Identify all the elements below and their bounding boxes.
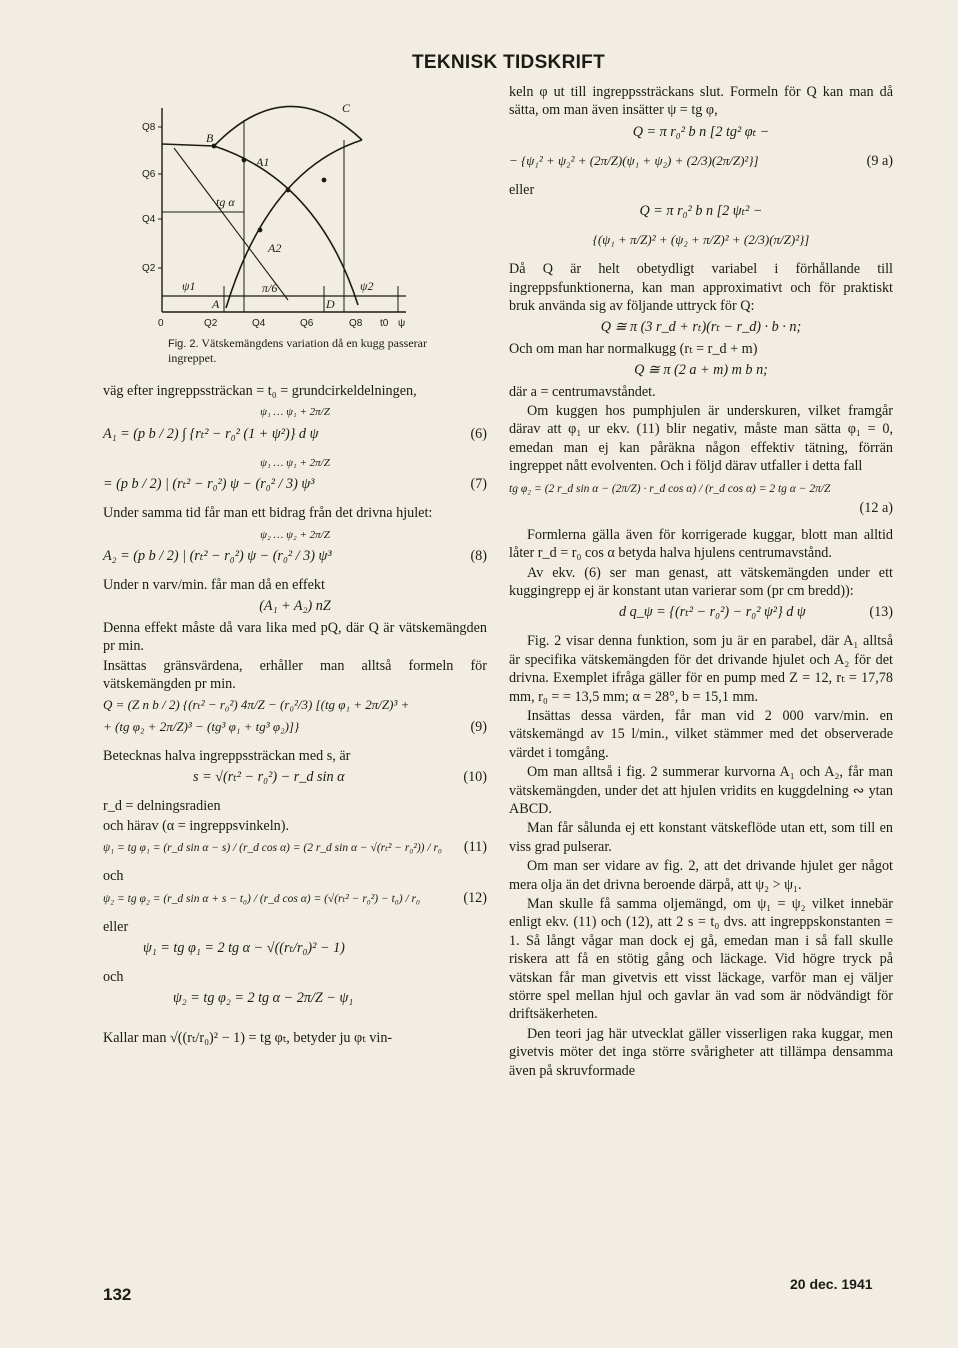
paragraph: Om man alltså i fig. 2 summerar kurvorna A₁ och A₂, får man vätskemängden, under det att hjulen vridits en kuggdelning ∾ ytan ABCD. xyxy=(509,764,893,817)
equation-7-limits: ψ₁ … ψ₁ + 2π/Z xyxy=(260,456,330,469)
paragraph: och xyxy=(103,868,124,885)
paragraph: Denna effekt måste då vara lika med pQ, där Q är vätskemängden pr min. xyxy=(103,619,487,655)
figure-2-plot xyxy=(142,100,440,330)
y-tick-label: Q6 xyxy=(142,169,156,180)
y-tick-label: Q8 xyxy=(142,122,156,133)
equation-12a-body: tg φ₂ = (2 r_d sin α − (2π/Z) · r_d cos α) / (r_d cos α) = 2 tg α − 2π/Z xyxy=(509,482,831,495)
equation-6-number: (6) xyxy=(470,425,487,442)
x-tick-label: t0 xyxy=(380,318,389,329)
paragraph: Fig. 2 visar denna funktion, som ju är en parabel, där A₁ alltså är specifika vätskemängden för det drivande hjulet och A₂ för det drivna. Exemplet ifråga gäller för en pump med Z = 12, rₜ = 17,78 mm, r₀ = = 13,5 mm; α = 28°, b = 15,1 mm. xyxy=(509,633,893,705)
equation-9-body: + (tg φ₂ + 2π/Z)³ − (tg³ φ₁ + tg³ φ₂)]} xyxy=(103,718,300,734)
label-a: A xyxy=(212,297,220,311)
equation-13-number: (13) xyxy=(869,604,893,621)
equation-9-line-2 xyxy=(103,718,487,744)
equation-9-line-1: Q = (Z n b / 2) {(rₜ² − r₀²) 4π/Z − (r₀²/3) [(tg φ₁ + 2π/Z)³ + xyxy=(103,697,410,713)
equation-7-body: = (p b / 2) | (rₜ² − r₀²) ψ − (r₀² / 3) ψ³ xyxy=(103,476,315,493)
equation-12a xyxy=(509,479,893,523)
equation-12a-number: (12 a) xyxy=(859,499,893,516)
label-b: B xyxy=(206,131,214,145)
equation-6-limits: ψ₁ … ψ₁ + 2π/Z xyxy=(260,406,330,419)
equation-7-number: (7) xyxy=(470,476,487,493)
x-tick-label: 0 xyxy=(158,318,164,329)
masthead: TEKNISK TIDSKRIFT xyxy=(412,52,605,73)
paragraph: Den teori jag här utvecklat gäller visserligen raka kuggar, men givetvis möter det inga större svårigheter att tillämpa densamma även på skruvformade xyxy=(509,1025,893,1079)
point-mid xyxy=(286,188,291,193)
paragraph: Då Q är helt obetydligt variabel i förhållande till ingreppsfunktionerna, kan man approximativt och för praktiskt bruk använda sig av följande uttryck för Q: xyxy=(509,261,893,315)
label-a2: A2 xyxy=(268,241,282,255)
paragraph: Om kuggen hos pumphjulen är underskuren, vilket framgår därav att φ₁ ur ekv. (11) blir negativ, måste man sätta φ₁ = 0, emedan man ej kan påräkna någon effektiv tätning, förrän ingreppet nått evolventen. Och i följd därav utfaller i detta fall xyxy=(509,403,893,475)
equation-7 xyxy=(103,475,487,501)
point-right xyxy=(322,178,327,183)
equation-11 xyxy=(103,838,487,864)
equation-12 xyxy=(103,889,487,915)
equation-6-body: A₁ = (p b / 2) ∫ {rₜ² − r₀² (1 + ψ²)} d ψ xyxy=(103,425,319,442)
label-d: D xyxy=(326,297,335,311)
equation-9-number: (9) xyxy=(470,718,487,735)
equation-13 xyxy=(509,603,893,629)
equation-12-body: ψ₂ = tg φ₂ = (r_d sin α + s − t₀) / (r_d cos α) = (√(rₜ² − r₀²) − t₀) / r₀ xyxy=(103,892,421,905)
equation-10 xyxy=(103,768,487,794)
equation-13a: ψ₁ = tg φ₁ = 2 tg α − √((rₜ/r₀)² − 1) xyxy=(143,939,345,956)
point-top xyxy=(242,158,247,163)
equation-11-body: ψ₁ = tg φ₁ = (r_d sin α − s) / (r_d cos α) = (2 r_d sin α − √(rₜ² − r₀²)) / r₀ xyxy=(103,842,442,855)
caption-label: Fig. 2. xyxy=(168,338,199,350)
right-column xyxy=(509,83,893,1081)
x-tick-label: Q6 xyxy=(300,318,314,329)
paragraph: Under samma tid får man ett bidrag från det drivna hjulet: xyxy=(103,505,433,522)
paragraph: och xyxy=(103,968,124,985)
label-pi-6: π/6 xyxy=(262,281,278,295)
paragraph: väg efter ingreppssträckan = t₀ = grundcirkeldelningen, xyxy=(103,383,417,399)
left-column xyxy=(103,382,487,1049)
x-tick-label: ψ xyxy=(398,318,406,329)
paragraph: eller xyxy=(103,918,129,935)
equation-8-limits: ψ₂ … ψ₂ + 2π/Z xyxy=(260,528,330,541)
paragraph: Man får sålunda ej ett konstant vätskeflöde utan ett, som till en viss grad pulserar. xyxy=(509,820,893,855)
label-a1: A1 xyxy=(256,155,270,169)
paragraph: Insättas gränsvärdena, erhåller man alltså formeln för vätskemängden pr min. xyxy=(103,657,487,693)
paragraph: Betecknas halva ingreppssträckan med s, är xyxy=(103,747,351,764)
equation-11-number: (11) xyxy=(463,839,487,856)
equation-10-body: s = √(rₜ² − r₀²) − r_d sin α xyxy=(193,769,345,786)
y-tick-label: Q2 xyxy=(142,263,156,274)
equation-8-number: (8) xyxy=(470,548,487,565)
paragraph: Insättas dessa värden, får man vid 2 000 varv/min. en vätskemängd av 15 l/min., vilket stämmer med det observerade värdet i tomgång. xyxy=(509,707,893,761)
equation-9a-line-1: Q = π r₀² b n [2 tg² φₜ − xyxy=(632,123,770,140)
equation-9a-number: (9 a) xyxy=(866,152,893,169)
equation-13-body: d q_ψ = {(rₜ² − r₀²) − r₀² ψ²} d ψ xyxy=(619,604,806,621)
equation-10-number: (10) xyxy=(463,769,487,786)
equation-8 xyxy=(103,547,487,573)
paragraph: Och om man har normalkugg (rₜ = r_d + m) xyxy=(509,340,758,357)
label-psi2: ψ2 xyxy=(360,279,374,293)
paragraph: keln φ ut till ingreppssträckans slut. Formeln för Q kan man då sätta, om man även insätter ψ = tg φ, xyxy=(509,84,893,119)
page-number: 132 xyxy=(103,1285,132,1304)
figure-2 xyxy=(142,100,440,330)
paragraph: eller xyxy=(509,181,535,198)
equation-12-number: (12) xyxy=(463,889,487,906)
paragraph: Av ekv. (6) ser man genast, att vätskemängden under ett kuggingrepp ej är konstant utan varierar som (pr cm bredd)): xyxy=(509,564,893,599)
x-tick-label: Q2 xyxy=(204,318,218,329)
label-tg-alpha: tg α xyxy=(216,195,235,209)
paragraph: Man skulle få samma oljemängd, om ψ₁ = ψ₂ vilket innebär enligt ekv. (11) och (12), att 2 s = t₀ dvs. att ingreppskonstanten = 1. Så långt vågar man dock ej gå, emedan man i så fall skulle riskera att få en stötig gång och läckage. Vid högre tryck på vätskan får man givetvis ett visst läckage, varför man ej väljer större spel mellan hjul och gavlar än vad som är nödvändigt för driftsäkerheten. xyxy=(509,896,893,1023)
paragraph: Om man ser vidare av fig. 2, att det drivande hjulet ger något mera olja än det drivna beroende därpå, att ψ₂ > ψ₁. xyxy=(509,858,893,893)
equation-b-line-1: Q = π r₀² b n [2 ψₜ² − xyxy=(639,203,763,220)
paragraph: Kallar man √((rₜ/r₀)² − 1) = tg φₜ, betyder ju φₜ vin- xyxy=(103,1030,393,1047)
paragraph: där a = centrumavståndet. xyxy=(509,383,656,400)
label-c: C xyxy=(342,101,351,115)
tangent-line xyxy=(174,148,288,300)
equation-effect: (A₁ + A₂) nZ xyxy=(259,598,331,615)
x-tick-label: Q4 xyxy=(252,318,266,329)
label-psi1: ψ1 xyxy=(182,279,196,293)
paragraph: Formlerna gälla även för korrigerade kuggar, blott man alltid låter r_d = r₀ cos α betyda halva hjulens centrumavstånd. xyxy=(509,526,893,562)
equation-9a-body: − {ψ₁² + ψ₂² + (2π/Z)(ψ₁ + ψ₂) + (2/3)(2π/Z)²}] xyxy=(509,152,759,168)
figure-caption xyxy=(168,336,458,365)
paragraph: Under n varv/min. får man då en effekt xyxy=(103,577,325,594)
equation-8-body: A₂ = (p b / 2) | (rₜ² − r₀²) ψ − (r₀² / 3) ψ³ xyxy=(103,548,332,565)
equation-6 xyxy=(103,425,487,451)
equation-13b: ψ₂ = tg φ₂ = 2 tg α − 2π/Z − ψ₁ xyxy=(173,990,354,1007)
caption-text: Vätskemängdens variation då en kugg passerar ingreppet. xyxy=(168,336,427,365)
equation-approx-2: Q ≅ π (2 a + m) m b n; xyxy=(634,362,768,379)
equation-approx-1: Q ≅ π (3 r_d + rₜ)(rₜ − r_d) · b · n; xyxy=(600,319,802,336)
curve-a2 xyxy=(226,140,362,308)
point-left xyxy=(258,228,263,233)
curve-upper xyxy=(214,106,362,146)
issue-date: 20 dec. 1941 xyxy=(790,1276,873,1292)
y-tick-label: Q4 xyxy=(142,214,156,225)
equation-b-line-2: {(ψ₁ + π/Z)² + (ψ₂ + π/Z)² + (2/3)(π/Z)²}] xyxy=(592,232,810,248)
paragraph: r_d = delningsradien xyxy=(103,798,221,815)
x-tick-label: Q8 xyxy=(349,318,363,329)
equation-9a-line-2 xyxy=(509,152,893,178)
paragraph: och härav (α = ingreppsvinkeln). xyxy=(103,817,290,834)
